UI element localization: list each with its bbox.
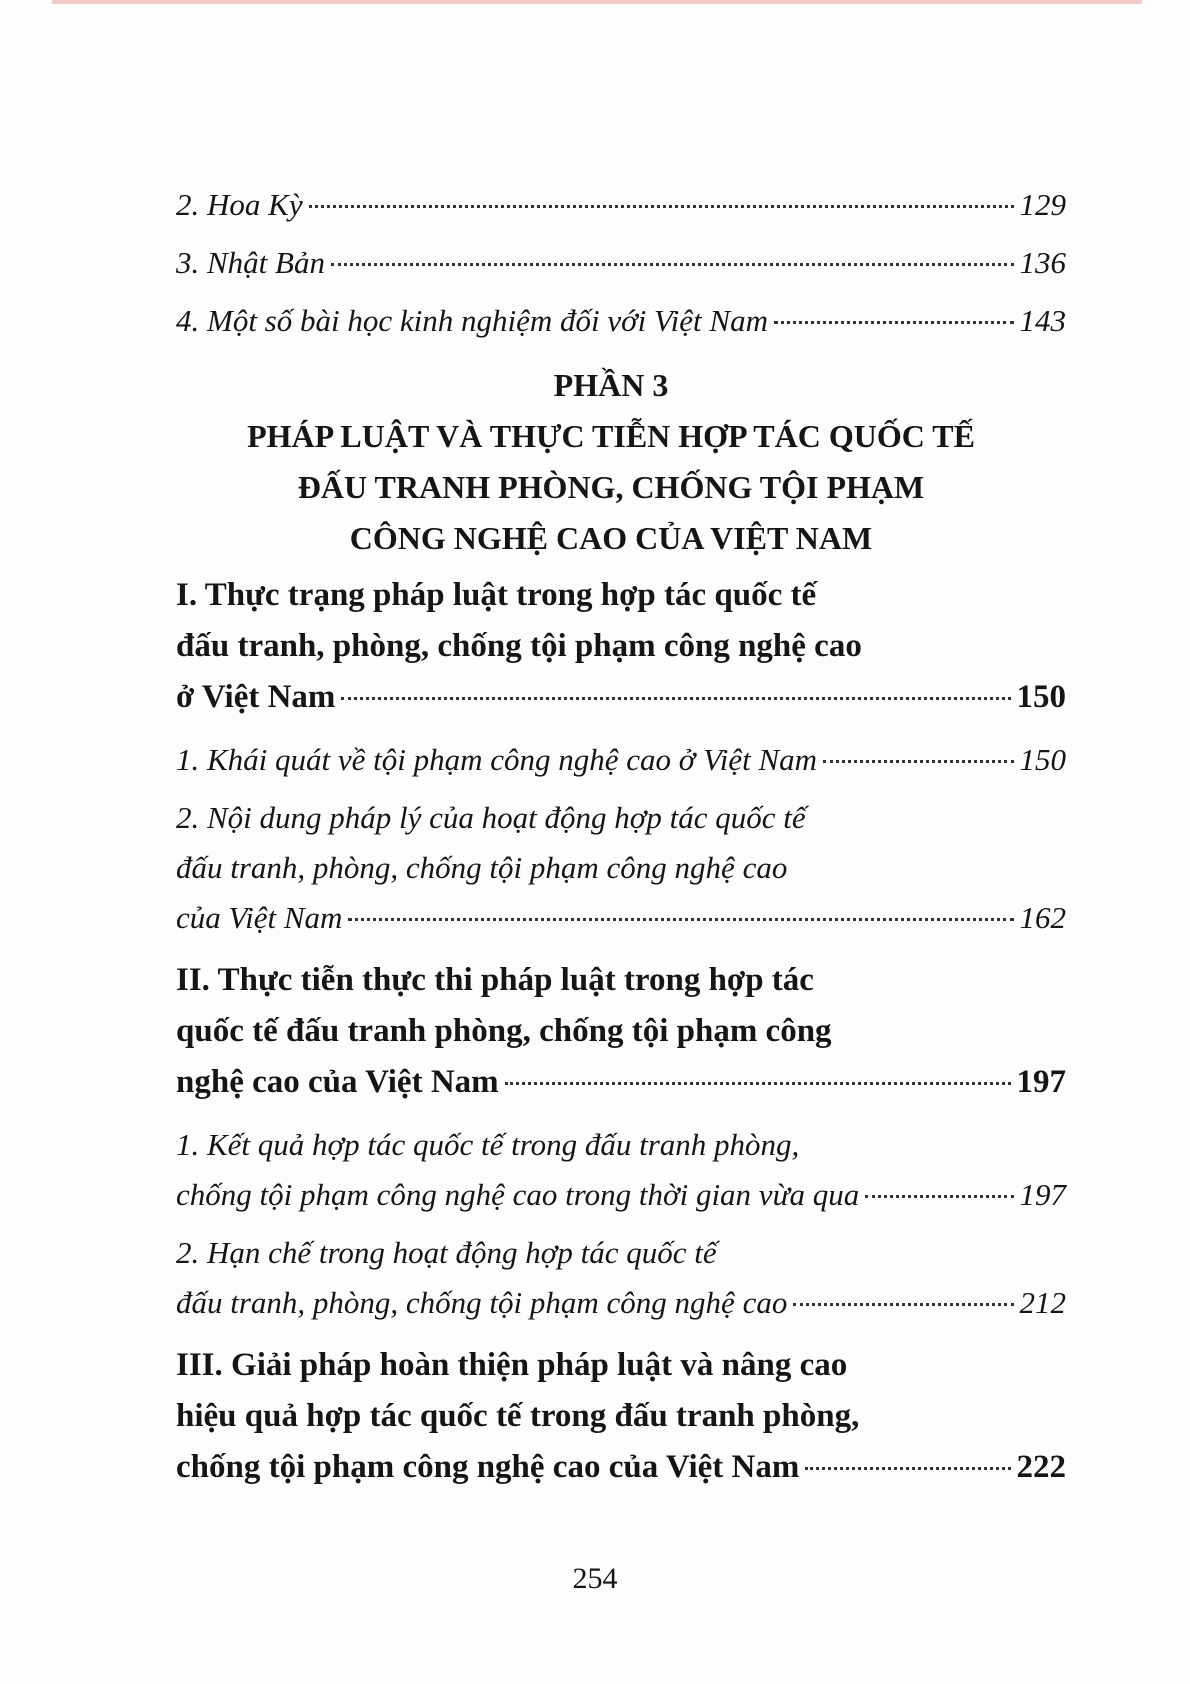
toc-item-2-2: 2. Hạn chế trong hoạt động hợp tác quốc tế đấu tranh, phòng, chống tội phạm công nghệ cao 212 [176, 1228, 1066, 1328]
toc-section-3: III. Giải pháp hoàn thiện pháp luật và nâng cao hiệu quả hợp tác quốc tế trong đấu tranh phòng, chống tội phạm công nghệ cao của Việt Nam 222 [176, 1340, 1066, 1493]
dot-leader [309, 205, 1014, 208]
toc-item-1-1: 1. Khái quát về tội phạm công nghệ cao ở Việt Nam 150 [176, 735, 1066, 785]
page-ref: 136 [1019, 245, 1066, 280]
toc-section-1: I. Thực trạng pháp luật trong hợp tác quốc tế đấu tranh, phòng, chống tội phạm công nghệ cao ở Việt Nam 150 [176, 570, 1066, 723]
dot-leader [865, 1195, 1013, 1198]
page-edge [52, 0, 1142, 4]
page-ref: 129 [1019, 187, 1066, 222]
part-title-line: PHÁP LUẬT VÀ THỰC TIỄN HỢP TÁC QUỐC TẾ [247, 418, 975, 454]
toc-item-nhat-ban: 3. Nhật Bản 136 [176, 238, 1066, 288]
table-of-contents [176, 180, 1066, 1493]
toc-item-2-1: 1. Kết quả hợp tác quốc tế trong đấu tranh phòng, chống tội phạm công nghệ cao trong thời gian vừa qua 197 [176, 1120, 1066, 1220]
page-number: 254 [572, 1562, 618, 1595]
dot-leader [505, 1082, 1011, 1085]
dot-leader [774, 321, 1014, 324]
page-ref: 150 [1016, 679, 1066, 715]
page-ref: 222 [1016, 1449, 1066, 1485]
part-title-line: ĐẤU TRANH PHÒNG, CHỐNG TỘI PHẠM [297, 469, 925, 505]
toc-item-1-2: 2. Nội dung pháp lý của hoạt động hợp tác quốc tế đấu tranh, phòng, chống tội phạm công nghệ cao của Việt Nam 162 [176, 793, 1066, 943]
page-ref: 197 [1019, 1177, 1066, 1212]
page-ref: 212 [1019, 1285, 1066, 1320]
part-title-line: CÔNG NGHỆ CAO CỦA VIỆT NAM [349, 520, 873, 556]
toc-item-bai-hoc: 4. Một số bài học kinh nghiệm đối với Việt Nam 143 [176, 296, 1066, 346]
toc-item-hoa-ky: 2. Hoa Kỳ 129 [176, 180, 1066, 230]
dot-leader [805, 1467, 1010, 1470]
dot-leader [331, 263, 1014, 266]
page-ref: 143 [1019, 303, 1066, 338]
page-ref: 197 [1016, 1064, 1066, 1100]
part-title: PHẦN 3 [553, 367, 669, 403]
toc-section-2: II. Thực tiễn thực thi pháp luật trong hợp tác quốc tế đấu tranh phòng, chống tội phạm công nghệ cao của Việt Nam 197 [176, 955, 1066, 1108]
dot-leader [793, 1303, 1013, 1306]
dot-leader [341, 697, 1010, 700]
dot-leader [348, 918, 1013, 921]
dot-leader [823, 760, 1013, 763]
page-ref: 162 [1019, 900, 1066, 935]
part-heading [176, 360, 1066, 564]
page-ref: 150 [1019, 742, 1066, 777]
